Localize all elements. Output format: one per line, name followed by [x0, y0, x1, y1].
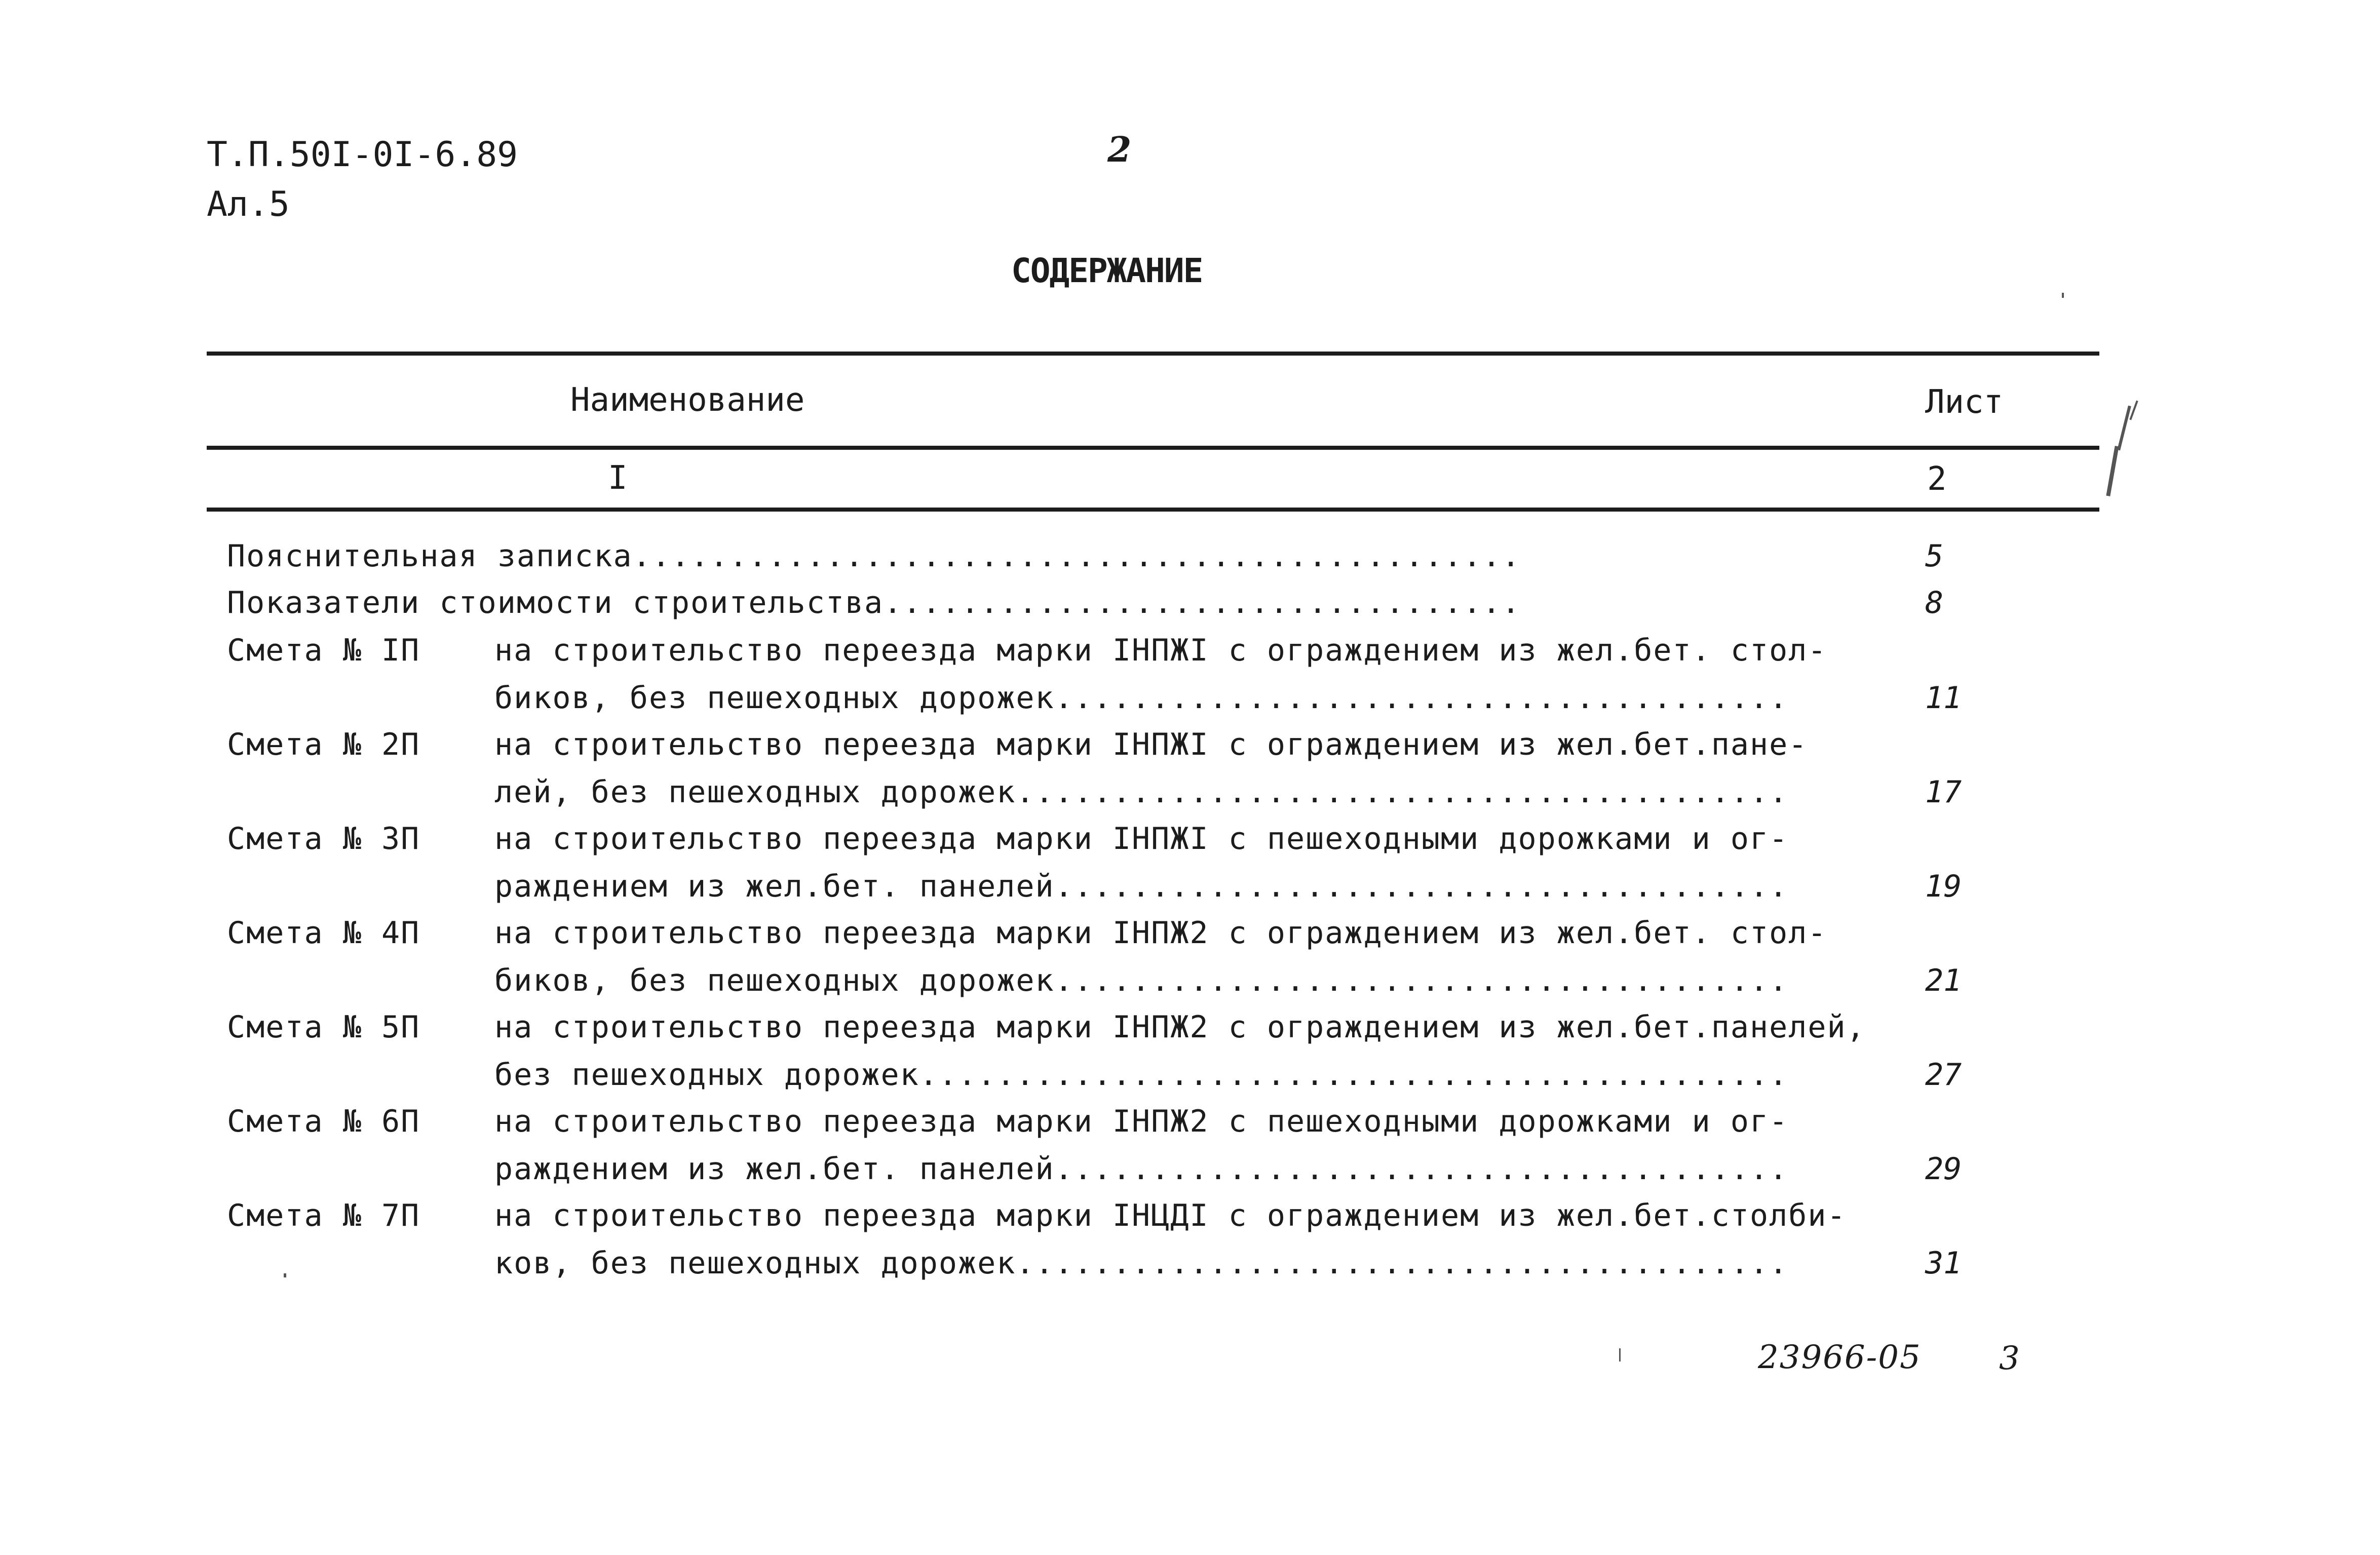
list-item-line: раждением из жел.бет. панелей...................................... — [494, 1151, 1789, 1187]
header-rule — [207, 446, 2099, 450]
album-number: Ал.5 — [207, 184, 290, 224]
estimate-label: Смета № IП — [227, 633, 420, 668]
list-item-line: на строительство переезда марки IНПЖI с ограждением из жел.бет. стол- — [494, 633, 1827, 668]
document-code: Т.П.50I-0I-6.89 — [207, 135, 518, 175]
list-item-line: биков, без пешеходных дорожек...................................... — [494, 963, 1789, 998]
scan-mark — [1619, 1348, 1621, 1362]
estimate-label: Смета № 3П — [227, 821, 420, 857]
footer-doc-number: 23966-05 — [1758, 1339, 1922, 1376]
estimate-label: Смета № 6П — [227, 1104, 420, 1139]
scan-mark — [2062, 293, 2064, 298]
list-item-line: биков, без пешеходных дорожек...................................... — [494, 680, 1789, 716]
scan-mark — [2117, 406, 2131, 451]
list-item-line: без пешеходных дорожек............................................. — [494, 1057, 1789, 1093]
list-item-line: на строительство переезда марки IНПЖ2 с ограждением из жел.бет. стол- — [494, 915, 1827, 951]
estimate-label: Смета № 5П — [227, 1009, 420, 1045]
list-item-line: ков, без пешеходных дорожек........................................ — [494, 1246, 1789, 1281]
scan-mark — [2106, 446, 2119, 496]
list-item-page: 29 — [1925, 1151, 1962, 1187]
scan-mark — [284, 1273, 286, 1277]
estimate-label: Смета № 4П — [227, 915, 420, 951]
estimate-label: Смета № 2П — [227, 727, 420, 762]
list-item-line: на строительство переезда марки IНЦДI с ограждением из жел.бет.столби- — [494, 1198, 1847, 1233]
column-number-name: I — [608, 459, 628, 497]
list-item-page: 11 — [1925, 680, 1962, 716]
column-number-sheet: 2 — [1927, 460, 1947, 498]
list-item-line: Пояснительная записка.............................................. — [227, 538, 1521, 574]
table-top-rule — [207, 352, 2099, 356]
list-item-line: Показатели стоимости строительства................................. — [227, 585, 1521, 620]
list-item-page: 19 — [1925, 869, 1962, 904]
estimate-label: Смета № 7П — [227, 1198, 420, 1233]
list-item-line: на строительство переезда марки IНПЖI с ограждением из жел.бет.пане- — [494, 727, 1808, 762]
footer-sheet-number: 3 — [1999, 1340, 2020, 1377]
scan-mark — [2129, 401, 2138, 420]
list-item-page: 8 — [1925, 585, 1944, 620]
list-item-line: на строительство переезда марки IНПЖ2 с пешеходными дорожками и ог- — [494, 1104, 1789, 1139]
list-item-line: раждением из жел.бет. панелей...................................... — [494, 869, 1789, 904]
list-item-line: на строительство переезда марки IНПЖI с пешеходными дорожками и ог- — [494, 821, 1789, 857]
column-header-sheet: Лист — [1925, 383, 2004, 421]
list-item-page: 31 — [1925, 1246, 1962, 1281]
list-item-page: 17 — [1925, 774, 1962, 810]
list-item-line: лей, без пешеходных дорожек........................................ — [494, 774, 1789, 810]
page-title: СОДЕРЖАНИЕ — [1011, 251, 1203, 290]
column-number-rule — [207, 508, 2099, 512]
list-item-page: 21 — [1925, 963, 1962, 998]
list-item-line: на строительство переезда марки IНПЖ2 с ограждением из жел.бет.панелей, — [494, 1009, 1866, 1045]
list-item-page: 5 — [1925, 538, 1944, 574]
list-item-page: 27 — [1925, 1057, 1962, 1093]
page-number-top: 2 — [1107, 130, 1132, 170]
column-header-name: Наименование — [570, 381, 805, 419]
